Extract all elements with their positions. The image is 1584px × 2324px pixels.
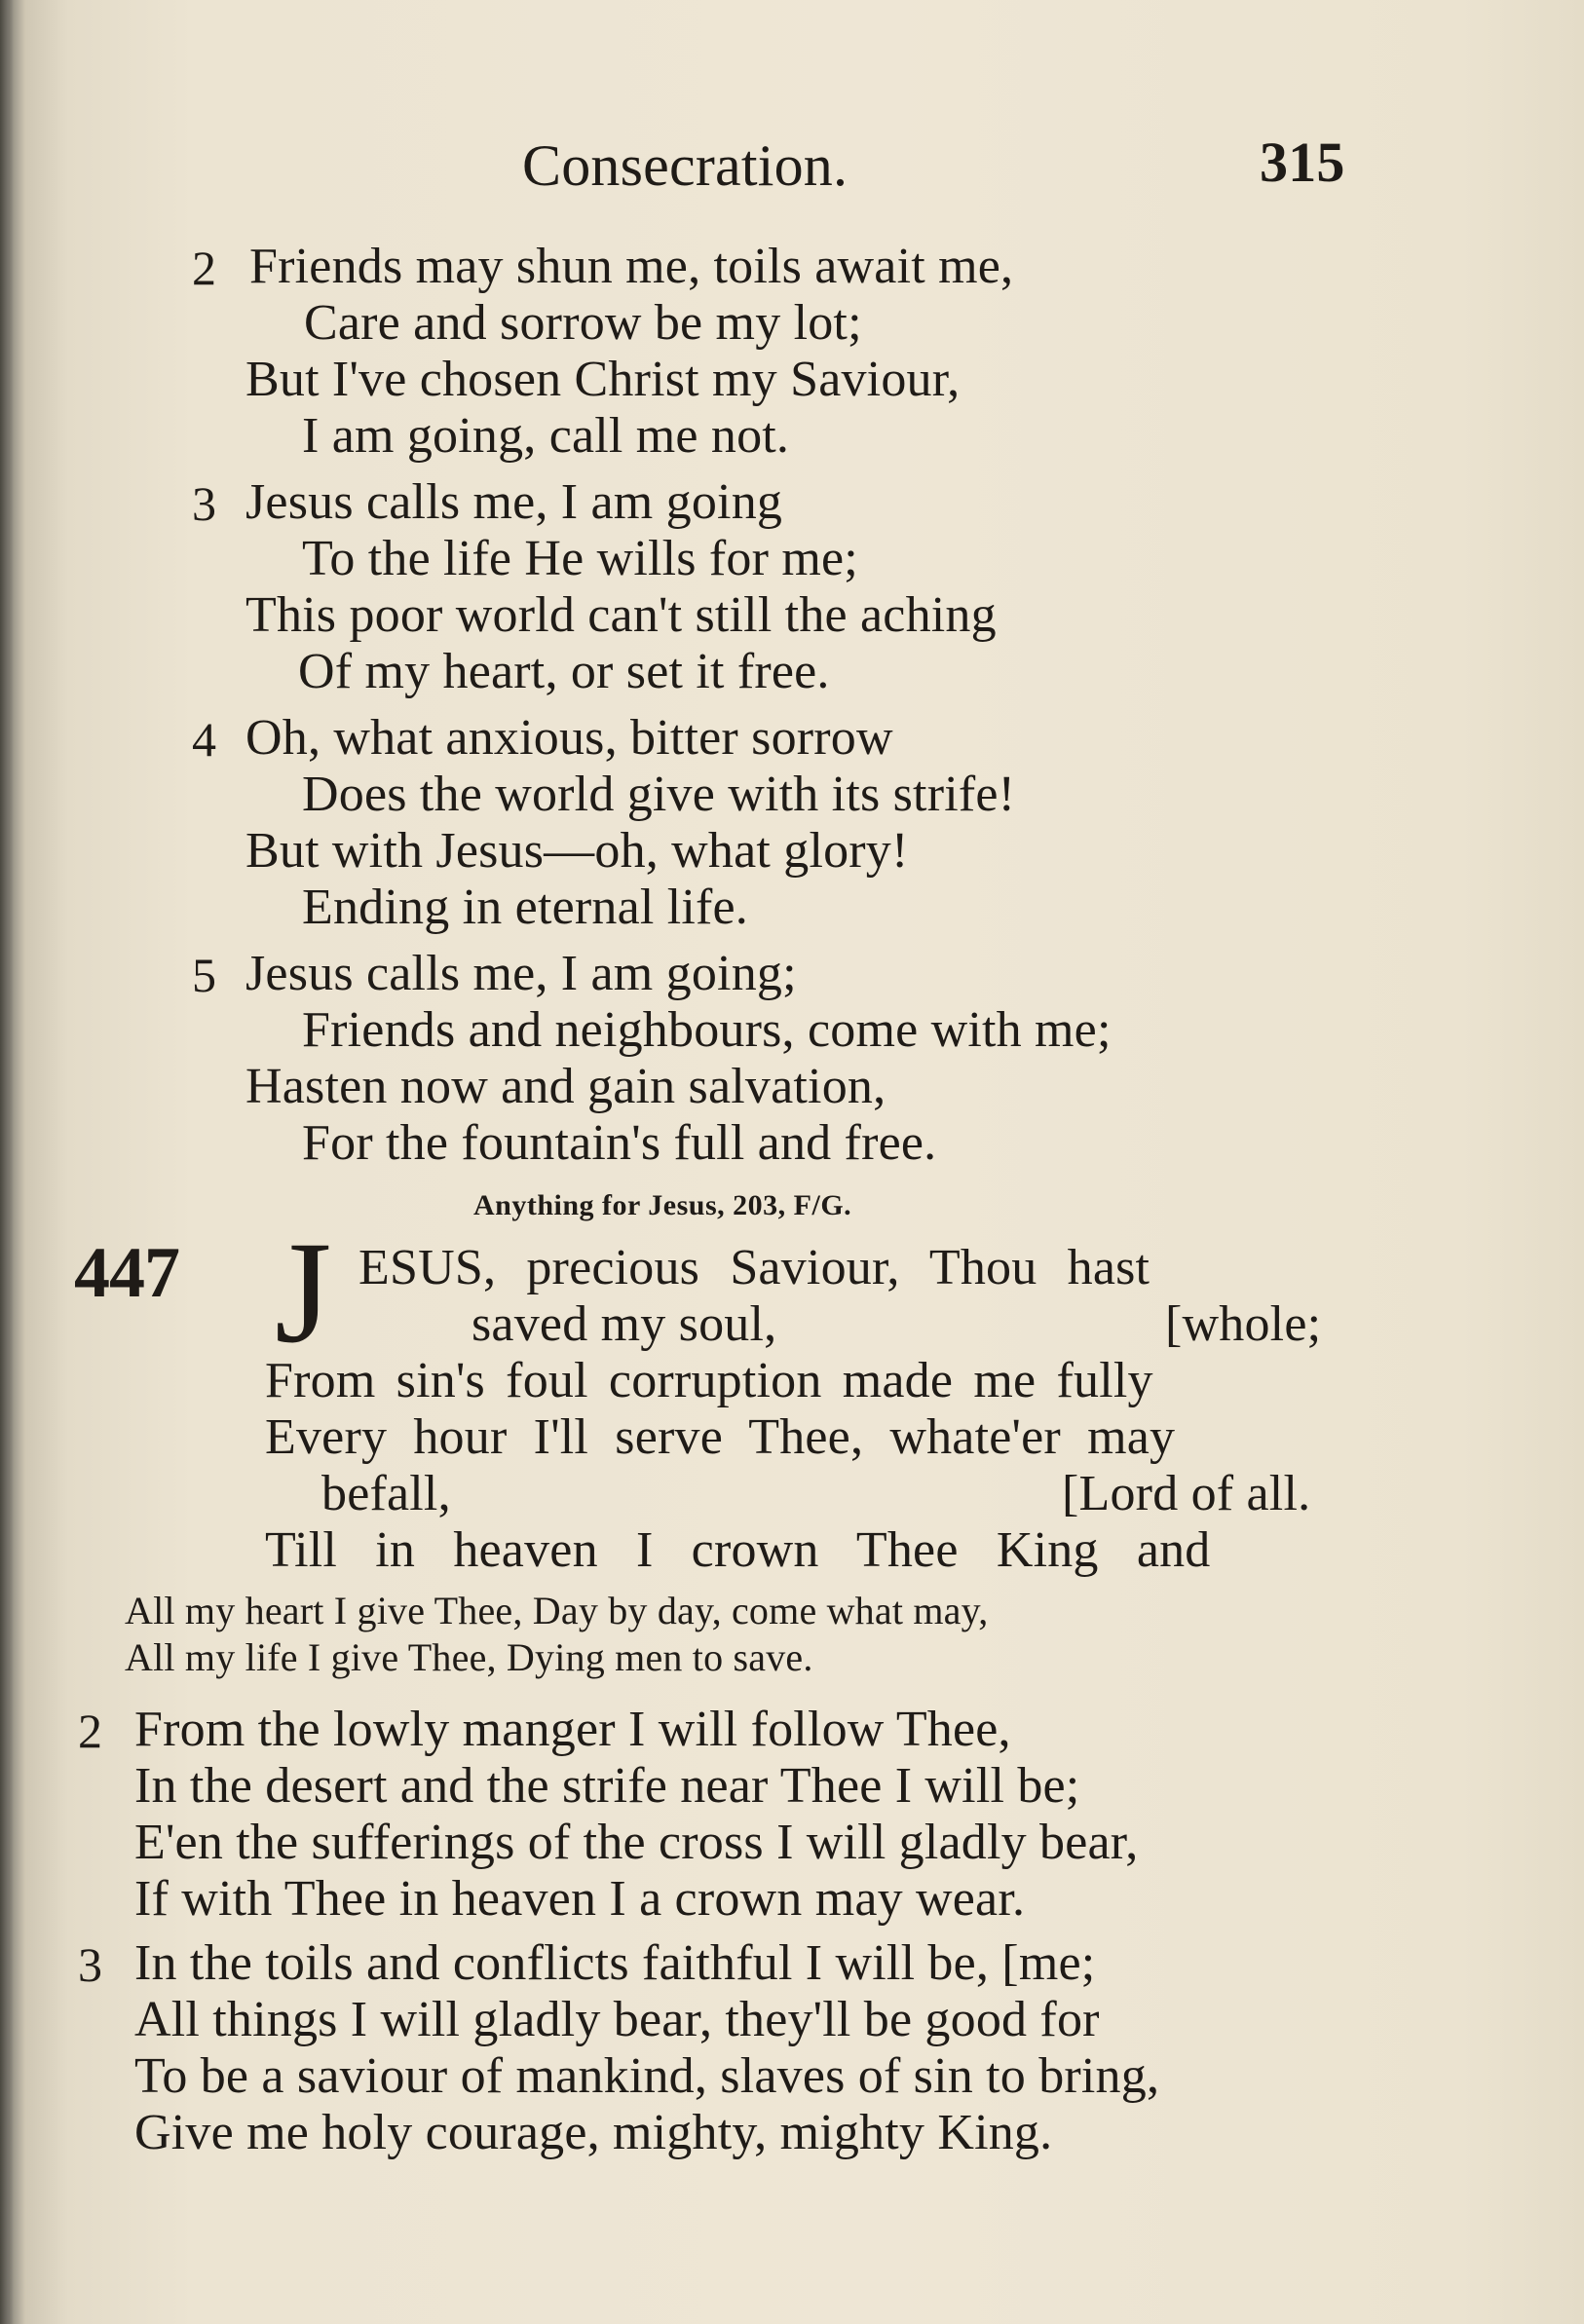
chorus-line: All my heart I give Thee, Day by day, come what may, [125,1589,989,1632]
hymn-number: 447 [74,1233,179,1313]
verse-line: Friends and neighbours, come with me; [302,1002,1112,1058]
verse-line: All things I will gladly bear, they'll be good for [134,1992,1100,2047]
verse-line: From the lowly manger I will follow Thee, [134,1702,1011,1757]
verse-number: 3 [192,476,217,531]
verse-line: To the life He wills for me; [302,531,858,586]
verse-line: Every hour I'll serve Thee, whate'er may [265,1409,1176,1465]
verse-line: Till in heaven I crown Thee King and [265,1522,1211,1578]
verse-line-bracket: [Lord of all. [1062,1466,1311,1521]
verse-line: Give me holy courage, mighty, mighty King. [134,2105,1053,2160]
verse-number: 5 [192,948,217,1002]
verse-line: Hasten now and gain salvation, [245,1059,886,1114]
book-spine-shadow [0,0,14,2324]
verse-line: Does the world give with its strife! [302,767,1016,822]
verse-line: In the desert and the strife near Thee I will be; [134,1758,1080,1814]
verse-line-text: ESUS, precious Saviour, Thou hast [358,1240,1150,1295]
verse-line: Oh, what anxious, bitter sorrow [245,710,893,766]
chorus-line: All my life I give Thee, Dying men to save. [125,1635,813,1679]
verse-line-bracket: [whole; [1165,1296,1322,1352]
verse-line: Friends may shun me, toils await me, [249,239,1014,294]
page-number: 315 [1260,131,1345,194]
verse-line: Ending in eternal life. [302,880,749,935]
verse-line: E'en the sufferings of the cross I will gladly bear, [134,1815,1139,1870]
verse-line [358,1240,1370,1295]
drop-cap: J [275,1212,332,1373]
verse-line: If with Thee in heaven I a crown may wear. [134,1871,1026,1927]
verse-line: Care and sorrow be my lot; [304,295,862,351]
tune-reference: Anything for Jesus, 203, F/G. [473,1189,852,1221]
verse-line: saved my soul, [471,1296,777,1352]
verse-line: Jesus calls me, I am going [245,474,783,530]
verse-line: This poor world can't still the aching [245,587,997,643]
verse-number: 2 [78,1704,103,1758]
verse-number: 2 [192,241,217,295]
page-title: Consecration. [522,133,849,198]
verse-line: befall, [321,1466,451,1521]
verse-number: 3 [78,1937,103,1992]
verse-line: To be a saviour of mankind, slaves of sin to bring, [134,2048,1160,2104]
verse-line: From sin's foul corruption made me fully [265,1353,1153,1408]
verse-line: For the fountain's full and free. [302,1115,937,1171]
verse-line: But I've chosen Christ my Saviour, [245,352,961,407]
verse-line: Of my heart, or set it free. [298,644,830,699]
verse-line: I am going, call me not. [302,408,790,464]
verse-line: Jesus calls me, I am going; [245,946,797,1001]
verse-number: 4 [192,712,217,767]
verse-line: In the toils and conflicts faithful I will be, [me; [134,1935,1096,1991]
verse-line: But with Jesus—oh, what glory! [245,823,909,879]
